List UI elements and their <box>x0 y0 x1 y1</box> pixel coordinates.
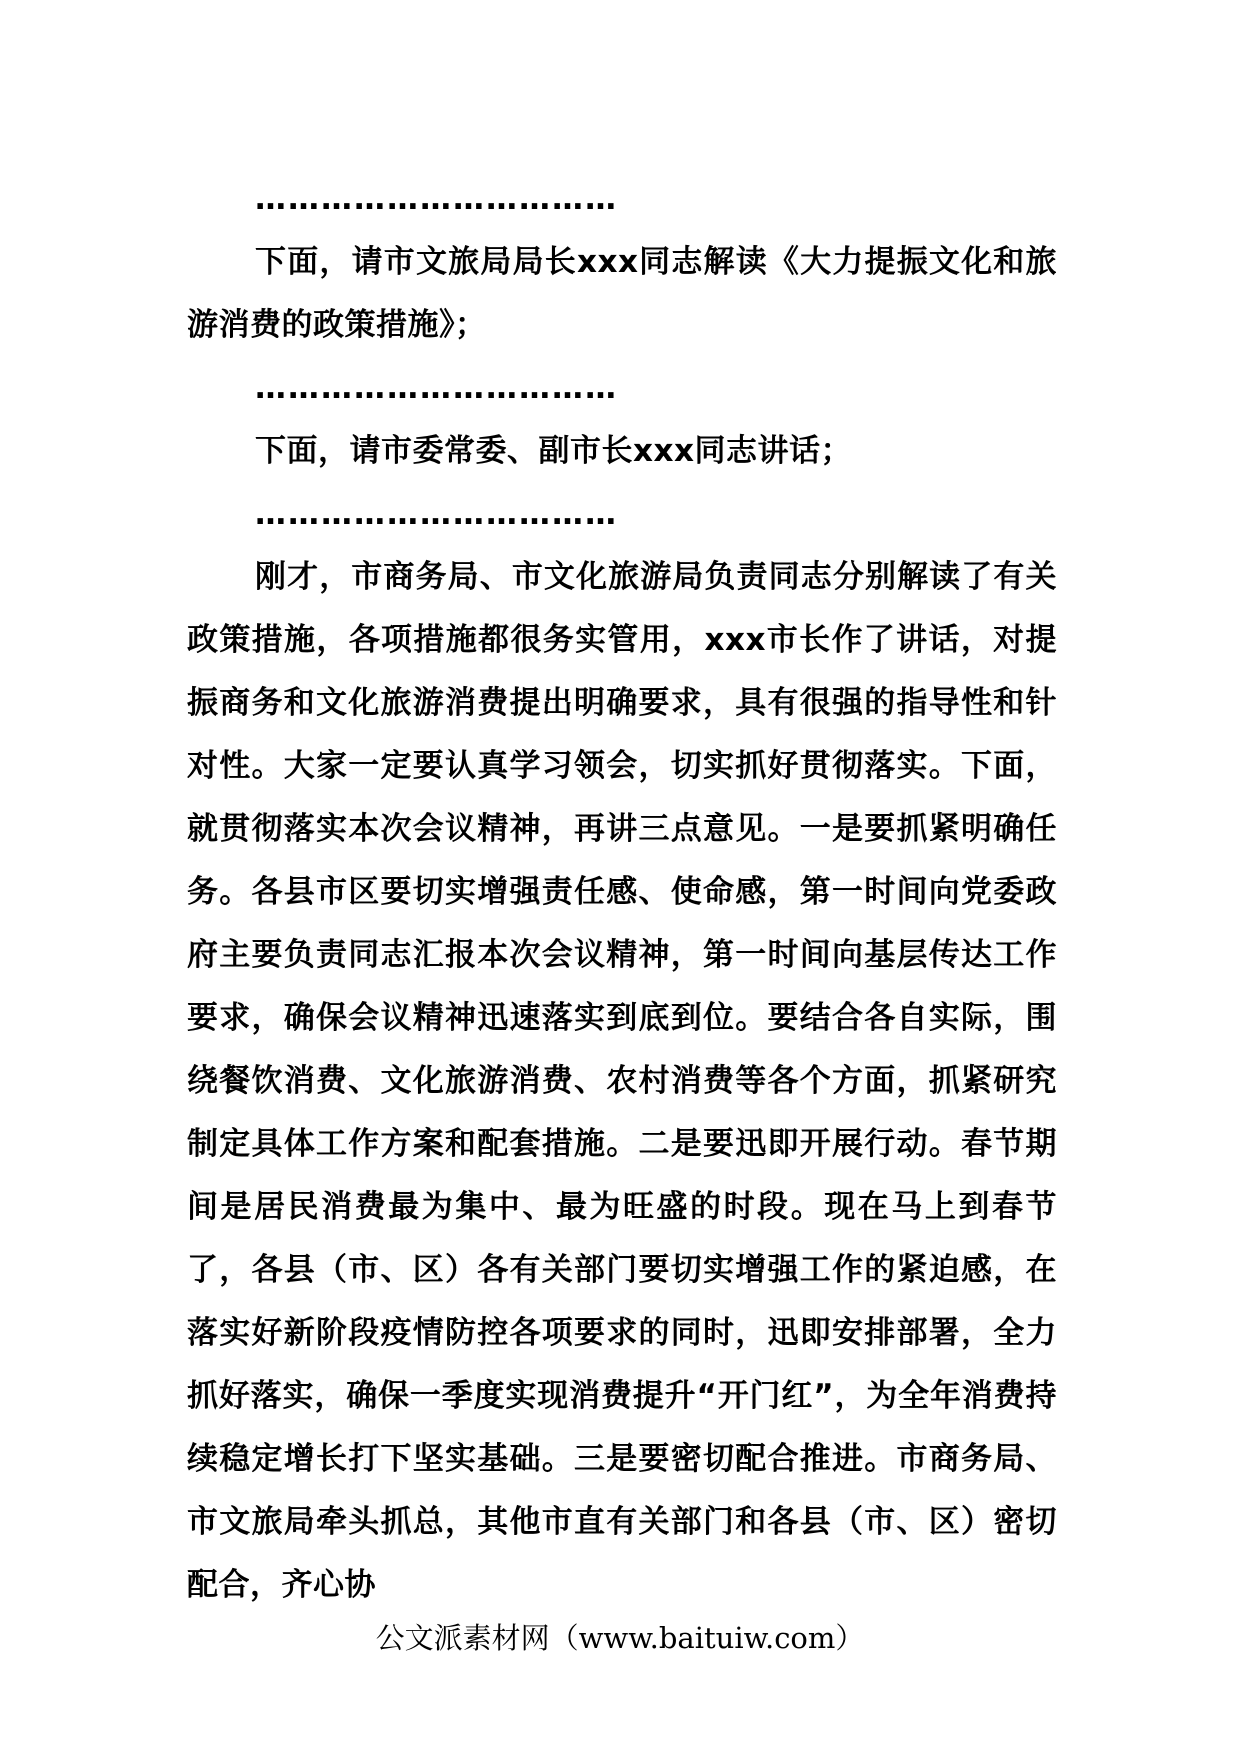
ellipsis-separator: …………………………… <box>255 370 618 406</box>
paragraph-culture-tourism-reading: 下面，请市文旅局局长xxx同志解读《大力提振文化和旅游消费的政策措施》； <box>187 244 1057 343</box>
paragraph-vice-mayor-speech: 下面，请市委常委、副市长xxx同志讲话； <box>255 433 852 469</box>
paragraph-closing-remarks: 刚才，市商务局、市文化旅游局负责同志分别解读了有关政策措施，各项措施都很务实管用，xxx市长作了讲话，对提振商务和文化旅游消费提出明确要求，具有很强的指导性和针对性。大家一定要认真学习领会，切实抓好贯彻落实。下面，就贯彻落实本次会议精神，再讲三点意见。一是要抓紧明确任务。各县市区要切实增强责任感、使命感，第一时间向党委政府主要负责同志汇报本次会议精神，第一时间向基层传达工作要求，确保会议精神迅速落实到底到位。要结合各自实际，围绕餐饮消费、文化旅游消费、农村消费等各个方面，抓紧研究制定具体工作方案和配套措施。二是要迅即开展行动。春节期间是居民消费最为集中、最为旺盛的时段。现在马上到春节了，各县（市、区）各有关部门要切实增强工作的紧迫感，在落实好新阶段疫情防控各项要求的同时，迅即安排部署，全力抓好落实，确保一季度实现消费提升“开门红”，为全年消费持续稳定增长打下坚实基础。三是要密切配合推进。市商务局、市文旅局牵头抓总，其他市直有关部门和各县（市、区）密切配合，齐心协 <box>187 559 1057 1603</box>
ellipsis-separator: …………………………… <box>255 496 618 532</box>
ellipsis-separator: …………………………… <box>255 181 618 217</box>
footer-watermark-text: 公文派素材网（www.baituiw.com） <box>375 1621 865 1655</box>
document-body <box>187 168 1057 1617</box>
